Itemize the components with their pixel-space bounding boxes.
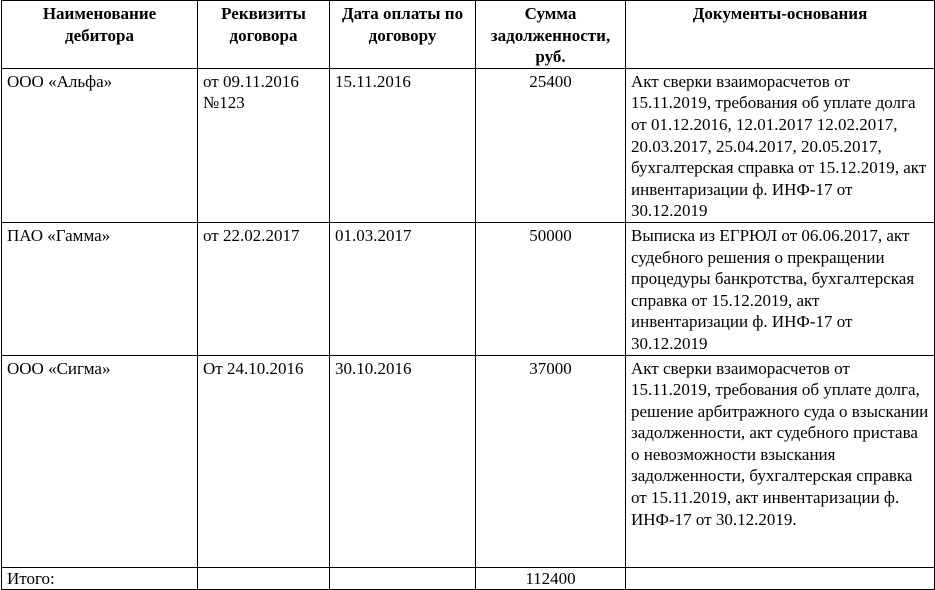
receivables-table bbox=[1, 0, 935, 590]
cell-docs: Акт сверки взаиморасчетов от 15.11.2019, требования об уплате долга, решение арбитражного суда о взыскании задолженности, акт судебного пристава о невозможности взыскания задолженности, бухгалтерская справка от 15.11.2019, акт инвентаризации ф. ИНФ-17 от 30.12.2019. bbox=[626, 355, 935, 567]
cell-pay-date: 30.10.2016 bbox=[330, 355, 476, 567]
cell-docs: Акт сверки взаиморасчетов от 15.11.2019, требования об уплате долга от 01.12.2016, 12.01.2017 12.02.2017, 20.03.2017, 25.04.2017, 20.05.2017, бухгалтерская справка от 15.12.2019, акт инвентаризации ф. ИНФ-17 от 30.12.2019 bbox=[626, 68, 935, 222]
total-empty-cell bbox=[626, 567, 935, 590]
header-debtor: Наименование дебитора bbox=[2, 1, 198, 69]
header-contract: Реквизиты договора bbox=[198, 1, 330, 69]
cell-amount: 50000 bbox=[476, 222, 626, 355]
header-docs: Документы-основания bbox=[626, 1, 935, 69]
table-row bbox=[2, 68, 935, 222]
cell-debtor: ПАО «Гамма» bbox=[2, 222, 198, 355]
header-amount: Сумма задолженности, руб. bbox=[476, 1, 626, 69]
cell-docs: Выписка из ЕГРЮЛ от 06.06.2017, акт судебного решения о прекращении процедуры банкротства, бухгалтерская справка от 15.12.2019, акт инвентаризации ф. ИНФ-17 от 30.12.2019 bbox=[626, 222, 935, 355]
table-header-row bbox=[2, 1, 935, 69]
cell-contract: от 22.02.2017 bbox=[198, 222, 330, 355]
cell-contract: От 24.10.2016 bbox=[198, 355, 330, 567]
header-pay-date: Дата оплаты по договору bbox=[330, 1, 476, 69]
table-row bbox=[2, 222, 935, 355]
total-empty-cell bbox=[198, 567, 330, 590]
cell-amount: 25400 bbox=[476, 68, 626, 222]
cell-amount: 37000 bbox=[476, 355, 626, 567]
cell-pay-date: 01.03.2017 bbox=[330, 222, 476, 355]
total-amount: 112400 bbox=[476, 567, 626, 590]
cell-pay-date: 15.11.2016 bbox=[330, 68, 476, 222]
cell-debtor: ООО «Альфа» bbox=[2, 68, 198, 222]
total-row bbox=[2, 567, 935, 590]
cell-debtor: ООО «Сигма» bbox=[2, 355, 198, 567]
cell-contract: от 09.11.2016 №123 bbox=[198, 68, 330, 222]
table-row bbox=[2, 355, 935, 567]
total-empty-cell bbox=[330, 567, 476, 590]
total-label: Итого: bbox=[2, 567, 198, 590]
